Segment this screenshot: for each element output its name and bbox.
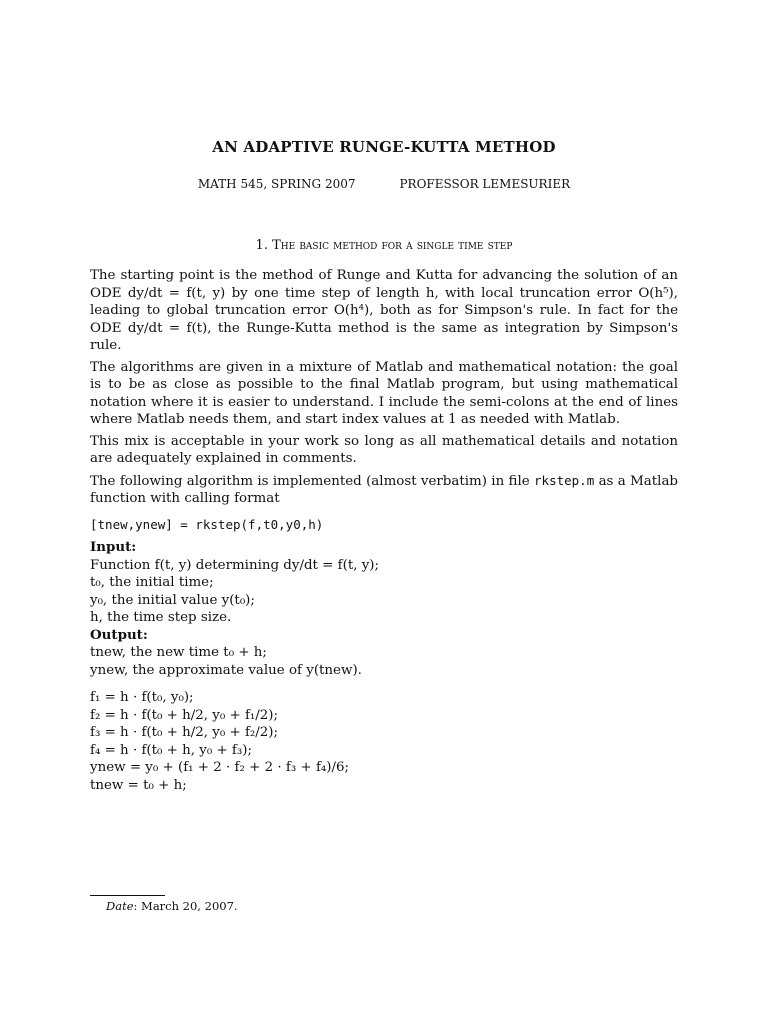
algorithm-line: f₃ = h · f(t₀ + h/2, y₀ + f₂/2); bbox=[90, 725, 279, 740]
algorithm-block bbox=[90, 689, 678, 794]
input-line: t₀, the initial time; bbox=[90, 575, 214, 590]
course-label: MATH 545, SPRING 2007 bbox=[197, 177, 356, 191]
call-format-code: [tnew,ynew] = rkstep(f,t0,y0,h) bbox=[90, 516, 324, 532]
section-heading bbox=[0, 238, 768, 253]
paragraph-intro: The starting point is the method of Runge and Kutta for advancing the solution of an ODE dy/dt = f(t, y) by one time step of length h, with local truncation error O(h⁵), leading to global truncation error O(h⁴), both as for Simpson's rule. In fact for the ODE dy/dt = f(t), the Runge-Kutta method is the same as integration by Simpson's rule. bbox=[90, 268, 678, 353]
algorithm-line: ynew = y₀ + (f₁ + 2 · f₂ + 2 · f₃ + f₄)/6; bbox=[90, 760, 350, 775]
footnote-label: Date bbox=[106, 899, 134, 913]
document-title: AN ADAPTIVE RUNGE-KUTTA METHOD bbox=[212, 138, 556, 156]
algorithm-line: f₂ = h · f(t₀ + h/2, y₀ + f₁/2); bbox=[90, 707, 279, 723]
output-list bbox=[90, 644, 678, 679]
algorithm-line: f₁ = h · f(t₀, y₀); bbox=[90, 690, 194, 705]
file-name: rkstep.m bbox=[534, 472, 595, 488]
output-heading: Output: bbox=[90, 626, 148, 643]
footnote-text: : March 20, 2007. bbox=[133, 899, 238, 913]
output-line: tnew, the new time t₀ + h; bbox=[90, 645, 267, 660]
input-line: h, the time step size. bbox=[90, 610, 232, 625]
algorithm-line: f₄ = h · f(t₀ + h, y₀ + f₃); bbox=[90, 742, 252, 758]
paragraph-implementation bbox=[90, 472, 678, 508]
input-list bbox=[90, 557, 678, 627]
paragraph-acceptable: This mix is acceptable in your work so long as all mathematical details and notation are adequately explained in comments. bbox=[90, 433, 678, 466]
document-body bbox=[90, 267, 678, 794]
output-line: ynew, the approximate value of y(tnew). bbox=[90, 662, 362, 678]
input-heading: Input: bbox=[90, 539, 137, 555]
document-subtitle bbox=[0, 177, 768, 191]
section-number: 1. bbox=[255, 238, 268, 253]
section-title: The basic method for a single time step bbox=[272, 238, 513, 253]
implementation-text-before: The following algorithm is implemented (almost verbatim) in file bbox=[90, 473, 535, 489]
implementation-text-after: as a Matlab function with calling format bbox=[90, 473, 678, 506]
footnote-divider bbox=[90, 895, 165, 896]
input-line: y₀, the initial value y(t₀); bbox=[90, 592, 255, 608]
author-label: PROFESSOR LEMESURIER bbox=[399, 177, 571, 191]
algorithm-line: tnew = t₀ + h; bbox=[90, 777, 187, 793]
paragraph-notation: The algorithms are given in a mixture of Matlab and mathematical notation: the goal is to be as close as possible to the final Matlab program, but using mathematical notation where it is easier to understand. I include the semi-colons at the end of lines where Matlab needs them, and start index values at 1 as needed with Matlab. bbox=[90, 359, 678, 427]
input-line: Function f(t, y) determining dy/dt = f(t, y); bbox=[90, 557, 380, 573]
footnote bbox=[106, 899, 238, 913]
